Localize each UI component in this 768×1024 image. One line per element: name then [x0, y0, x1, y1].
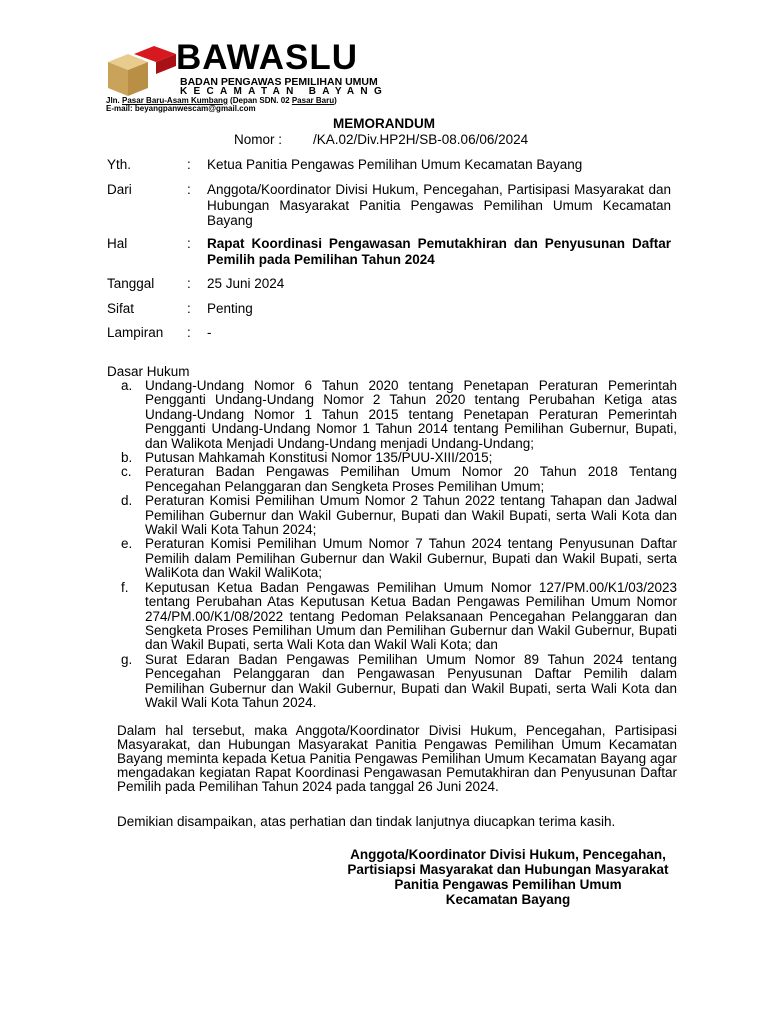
list-item — [121, 581, 677, 653]
list-item — [121, 379, 677, 451]
brand-name: BAWASLU — [176, 38, 358, 77]
list-marker: e. — [121, 536, 133, 552]
district-name: KECAMATAN BAYANG — [180, 86, 389, 97]
list-marker: d. — [121, 493, 133, 509]
yth-value: Ketua Panitia Pengawas Pemilihan Umum Kecamatan Bayang — [207, 157, 583, 172]
address-suffix: ) — [334, 96, 337, 105]
list-marker: c. — [121, 464, 132, 480]
signature-line: Panitia Pengawas Pemilihan Umum — [394, 877, 622, 892]
signature-line: Anggota/Koordinator Divisi Hukum, Pencegahan, — [350, 847, 666, 862]
signature-line: Kecamatan Bayang — [445, 892, 571, 907]
address-street: Pasar Baru-Asam Kumbang — [122, 96, 228, 105]
sifat-value: Penting — [207, 301, 253, 316]
list-marker: b. — [121, 450, 133, 466]
email: E-mail: beyangpanwescam@gmail.com — [106, 104, 256, 113]
address-area: Pasar Baru — [291, 96, 335, 105]
tanggal-colon: : — [187, 276, 191, 291]
lampiran-value: - — [207, 325, 212, 340]
list-item — [121, 653, 677, 711]
nomor-label: Nomor : — [234, 132, 283, 147]
lampiran-label: Lampiran — [107, 325, 164, 340]
address-mid: (Depan SDN. 02 — [227, 96, 292, 105]
list-marker: f. — [121, 579, 129, 595]
list-marker: g. — [121, 651, 133, 667]
list-item — [121, 537, 677, 580]
closing-paragraph: Demikian disampaikan, atas perhatian dan tindak lanjutnya diucapkan terima kasih. — [117, 814, 616, 829]
list-item — [121, 451, 677, 465]
list-text: Undang-Undang Nomor 6 Tahun 2020 tentang Penetapan Peraturan Pemerintah Pengganti Undang-Undang Nomor 2 Tahun 2020 tentang Perubahan Ketiga atas Undang-Undang Nomor 1 Tahun 2015 tentang Penetapan Peraturan Pemerintah Pengganti Undang-Undang Nomor 1 Tahun 2014 tentang Pemilihan Gubernur, Bupati, dan Walikota Menjadi Undang-Undang menjadi Undang-Undang; — [145, 378, 677, 451]
hal-label: Hal — [107, 236, 128, 251]
dari-colon: : — [187, 182, 191, 197]
page-title: MEMORANDUM — [333, 116, 435, 131]
body-paragraph: Dalam hal tersebut, maka Anggota/Koordinator Divisi Hukum, Pencegahan, Partisipasi Masyarakat, dan Hubungan Masyarakat Panitia Pengawas Pemilihan Umum Kecamatan Bayang meminta kepada Ketua Panitia Pengawas Pemilihan Umum Kecamatan Bayang agar mengadakan kegiatan Rapat Koordinasi Pengawasan Pemutakhiran dan Penyusunan Daftar Pemilih pada Pemilihan Tahun 2024 pada tanggal 26 Juni 2024. — [117, 723, 677, 794]
signature-line: Partisiapsi Masyarakat dan Hubungan Masyarakat — [347, 862, 669, 877]
list-text: Peraturan Komisi Pemilihan Umum Nomor 2 Tahun 2022 tentang Tahapan dan Jadwal Pemilihan Gubernur dan Wakil Gubernur, Bupati dan Wakil Bupati, serta Wali Kota dan Wakil Wali Kota Tahun 2024; — [145, 493, 677, 538]
list-text: Keputusan Ketua Badan Pengawas Pemilihan Umum Nomor 127/PM.00/K1/03/2023 tentang Perubahan Atas Keputusan Ketua Badan Pengawas Pemilihan Umum Nomor 274/PM.00/K1/08/2022 tentang Pedoman Pelaksanaan Pencegahan Pelanggaran dan Sengketa Proses Pemilihan Umum dan Pemilihan Gubernur dan Wakil Gubernur, Bupati dan Wakil Bupati, serta Wali Kota dan Wakil Wali Kota; dan — [145, 579, 677, 653]
dasar-hukum-heading: Dasar Hukum — [107, 364, 190, 379]
tanggal-value: 25 Juni 2024 — [207, 276, 285, 291]
hal-value: Rapat Koordinasi Pengawasan Pemutakhiran dan Penyusunan Daftar Pemilih pada Pemilihan Tahun 2024 — [207, 236, 671, 267]
hal-colon: : — [187, 236, 191, 251]
lampiran-colon: : — [187, 325, 191, 340]
bawaslu-logo-icon — [104, 46, 176, 98]
list-item — [121, 494, 677, 537]
yth-colon: : — [187, 157, 191, 172]
agency-name: BADAN PENGAWAS PEMILIHAN UMUM — [180, 76, 378, 88]
yth-label: Yth. — [107, 157, 132, 172]
list-text: Surat Edaran Badan Pengawas Pemilihan Umum Nomor 89 Tahun 2024 tentang Pencegahan Pelanggaran dan Pengawasan Penyusunan Daftar Pemilih dalam Pemilihan Gubernur dan Wakil Gubernur, Bupati dan Wakil Bupati, serta Wali Kota dan Wakil Wali Kota Tahun 2024. — [145, 651, 677, 710]
list-marker: a. — [121, 378, 133, 393]
list-text: Peraturan Badan Pengawas Pemilihan Umum Nomor 20 Tahun 2018 Tentang Pencegahan Pelanggaran dan Sengketa Proses Pemilihan Umum; — [145, 464, 677, 494]
list-item — [121, 465, 677, 494]
sifat-label: Sifat — [107, 301, 135, 316]
list-text: Putusan Mahkamah Konstitusi Nomor 135/PUU-XIII/2015; — [145, 450, 493, 466]
dari-label: Dari — [107, 182, 132, 197]
dasar-hukum-list — [121, 379, 677, 710]
address-prefix: Jln. — [106, 96, 123, 105]
dari-value: Anggota/Koordinator Divisi Hukum, Pencegahan, Partisipasi Masyarakat dan Hubungan Masyarakat Panitia Pengawas Pemilihan Umum Kecamatan Bayang — [207, 182, 671, 228]
tanggal-label: Tanggal — [107, 276, 155, 291]
sifat-colon: : — [187, 301, 191, 316]
nomor-value: /KA.02/Div.HP2H/SB-08.06/06/2024 — [313, 132, 529, 147]
list-text: Peraturan Komisi Pemilihan Umum Nomor 7 Tahun 2024 tentang Penyusunan Daftar Pemilih dalam Pemilihan Gubernur dan Wakil Gubernur, Bupati dan Wakil Bupati, serta WaliKota dan Wakil WaliKota; — [145, 536, 677, 581]
signature-block — [330, 847, 686, 907]
